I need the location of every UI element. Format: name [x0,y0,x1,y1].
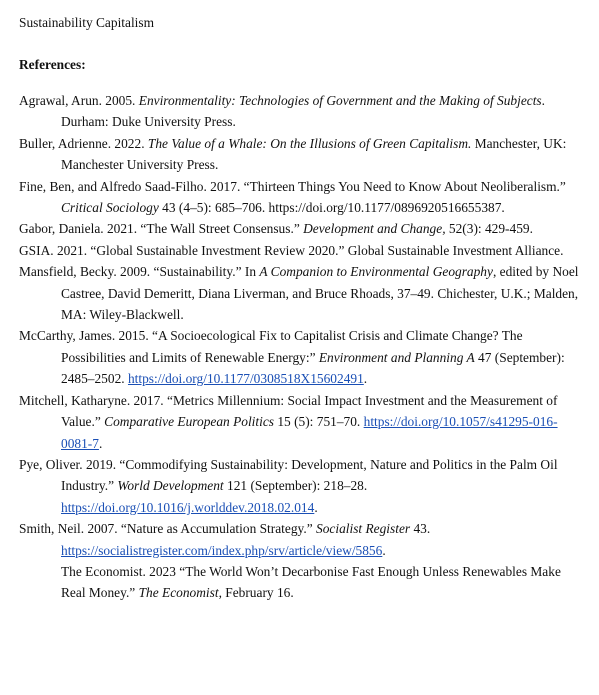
reference-mccarthy: McCarthy, James. 2015. “A Socioecological Fix to Capitalist Crisis and Climate Change? The Possibilities and Limits of Renewable Energy:” Environment and Planning A 47 (September): 2485–2502. https://doi.org/10.1177/0308518X15602491. [19,328,565,387]
reference-list [19,90,584,604]
running-header: Sustainability Capitalism [19,15,155,30]
reference-pye: Pye, Oliver. 2019. “Commodifying Sustainability: Development, Nature and Politics in the Palm Oil Industry.” World Development 121 (September): 218–28. https://doi.org/10.1016/j.worlddev.2018.02.014. [19,456,558,515]
article-link[interactable]: https://socialistregister.com/index.php/srv/article/view/5856 [61,542,383,558]
reference-agrawal: Agrawal, Arun. 2005. Environmentality: Technologies of Government and the Making of Subjects. Durham: Duke University Press. [19,93,546,130]
doi-link[interactable]: https://doi.org/10.1057/s41295-016-0081-7 [61,414,558,451]
reference-mitchell: Mitchell, Katharyne. 2017. “Metrics Millennium: Social Impact Investment and the Measurement of Value.” Comparative European Politics 15 (5): 751–70. https://doi.org/10.1057/s41295-016-0081-7. [19,392,558,451]
reference-gsia: GSIA. 2021. “Global Sustainable Investment Review 2020.” Global Sustainable Investment Alliance. [19,242,564,258]
doi-link[interactable]: https://doi.org/10.1177/0308518X15602491 [127,371,364,387]
reference-gabor: Gabor, Daniela. 2021. “The Wall Street Consensus.” Development and Change, 52(3): 429-459. [19,221,533,237]
doi-link[interactable]: https://doi.org/10.1016/j.worlddev.2018.02.014 [61,499,315,515]
reference-smith: Smith, Neil. 2007. “Nature as Accumulation Strategy.” Socialist Register 43. https://socialistregister.com/index.php/srv/article/view/5856. [19,521,431,558]
reference-fine: Fine, Ben, and Alfredo Saad-Filho. 2017. “Thirteen Things You Need to Know About Neoliberalism.” Critical Sociology 43 (4–5): 685–706. https://doi.org/10.1177/0896920516655387. [19,178,566,216]
references-heading: References: [19,57,86,72]
reference-buller: Buller, Adrienne. 2022. The Value of a Whale: On the Illusions of Green Capitalism. Manchester, UK: Manchester University Press. [19,135,567,173]
reference-economist: The Economist. 2023 “The World Won’t Decarbonise Fast Enough Unless Renewables Make Real Money.” The Economist, February 16. [61,563,561,601]
reference-mansfield: Mansfield, Becky. 2009. “Sustainability.” In A Companion to Environmental Geography, edited by Noel Castree, David Demeritt, Diana Liverman, and Bruce Rhoads, 37–49. Chichester, U.K.; Malden, MA: Wiley-Blackwell. [19,264,579,323]
